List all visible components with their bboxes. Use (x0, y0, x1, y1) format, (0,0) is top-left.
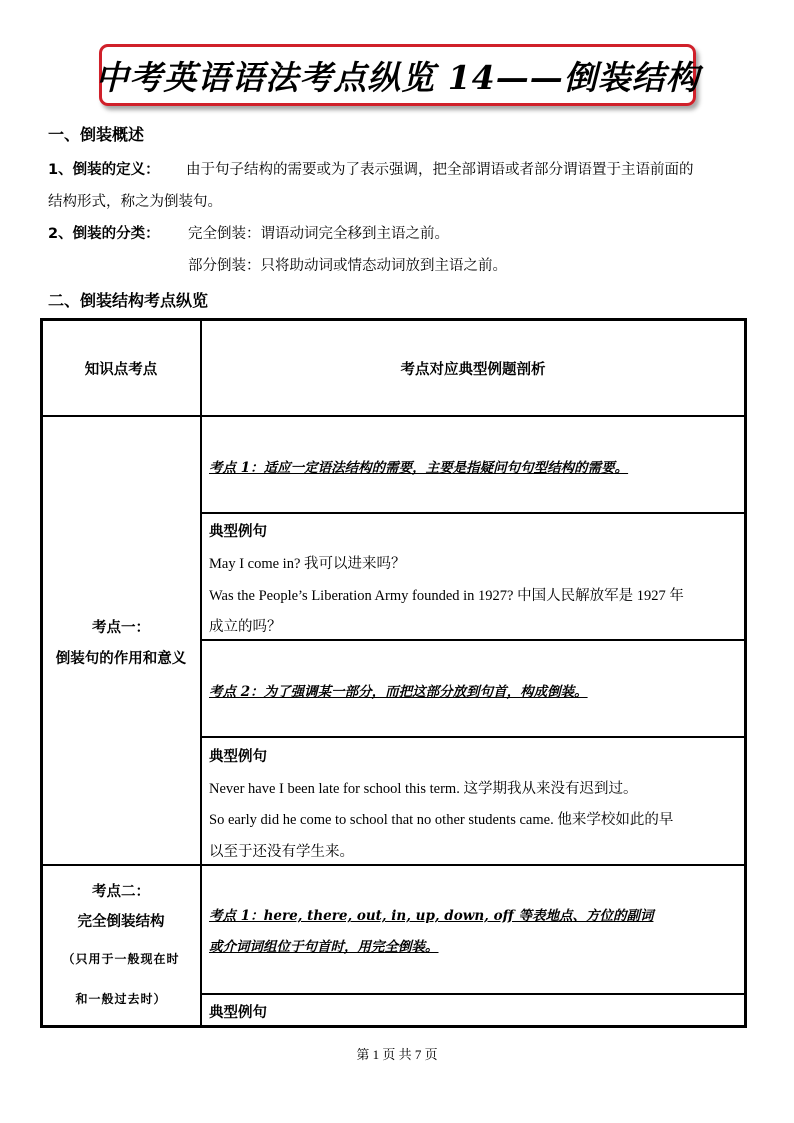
group1-name: 考点一： (92, 620, 150, 636)
group2-note-line2: 和一般过去时） (75, 992, 167, 1006)
group2-note-line1: （只用于一般现在时 (62, 952, 180, 966)
group2-point1-line2: 或介词词组位于句首时，用完全倒装。 (209, 939, 439, 955)
page-footer: 第 1 页 共 7 页 (356, 1047, 438, 1062)
group2-subtitle: 完全倒装结构 (77, 914, 165, 930)
group1-subtitle: 倒装句的作用和意义 (55, 651, 187, 667)
group2-example-label: 典型例句 (209, 1005, 267, 1021)
group2-point1-line1: 考点 1：here, there, out, in, up, down, off 等表地点、方位的副词 (209, 908, 654, 924)
table-header-right: 考点对应典型例题剖析 (400, 362, 546, 378)
group2-name: 考点二： (92, 884, 150, 900)
definition-text-cont: 结构形式，称之为倒装句。 (48, 194, 222, 210)
classification-label: 2、倒装的分类： (48, 226, 160, 242)
group1-point1: 考点 1：适应一定语法结构的需要，主要是指疑问句句型结构的需要。 (209, 460, 629, 476)
group1-point2: 考点 2：为了强调某一部分，而把这部分放到句首，构成倒装。 (209, 684, 588, 700)
table-header-left: 知识点考点 (84, 362, 158, 378)
group1-example-label2: 典型例句 (209, 749, 267, 765)
title-banner (95, 44, 700, 106)
group1-example1-line3: 成立的吗？ (209, 619, 282, 635)
section2-heading: 二、倒装结构考点纵览 (48, 291, 209, 310)
group1-example1-line1: May I come in? 我可以进来吗？ (209, 556, 406, 572)
full-inversion-text: 完全倒装：谓语动词完全移到主语之前。 (188, 226, 449, 242)
group1-example-label1: 典型例句 (209, 524, 267, 540)
definition-text: 由于句子结构的需要或为了表示强调，把全部谓语或者部分谓语置于主语前面的 (186, 162, 694, 178)
group1-example2-line3: 以至于还没有学生来。 (209, 844, 354, 860)
definition-label: 1、倒装的定义： (48, 162, 160, 178)
partial-inversion-text: 部分倒装：只将助动词或情态动词放到主语之前。 (188, 258, 507, 274)
page-title: 中考英语语法考点纵览 14——倒装结构 (95, 57, 700, 97)
section1-heading: 一、倒装概述 (48, 125, 145, 144)
group1-example2-line1: Never have I been late for school this term. 这学期我从来没有迟到过。 (209, 781, 638, 797)
group1-example2-line2: So early did he come to school that no other students came. 他来学校如此的早 (209, 812, 674, 828)
group1-example1-line2: Was the People’s Liberation Army founded in 1927? 中国人民解放军是 1927 年 (209, 588, 684, 604)
